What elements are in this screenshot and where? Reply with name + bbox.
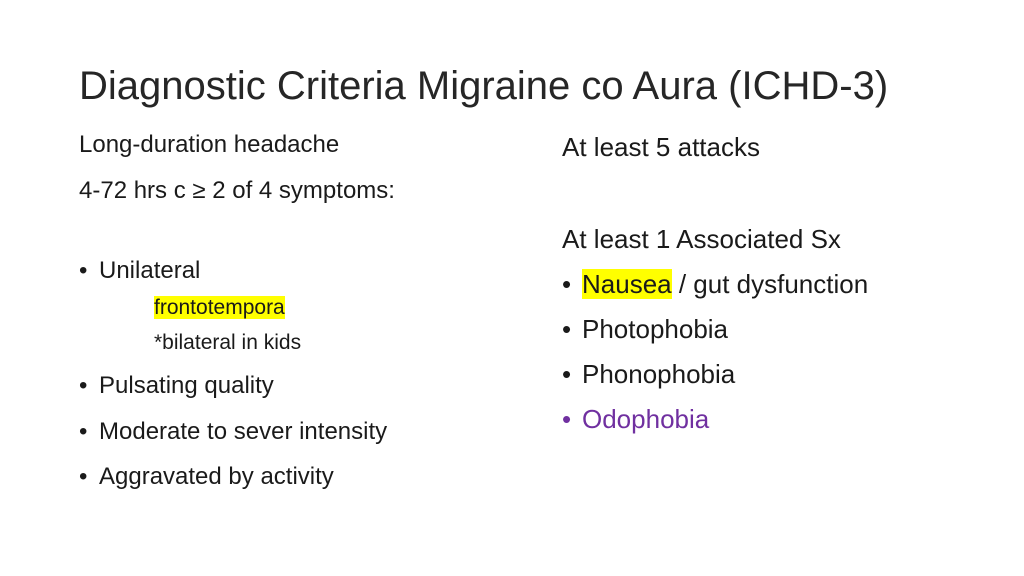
bullet-icon: •: [79, 463, 88, 490]
right-heading-attacks: At least 5 attacks: [562, 132, 760, 162]
slide-title: Diagnostic Criteria Migraine co Aura (ICHD-3): [79, 64, 889, 108]
sub-item-frontotempora: [154, 294, 285, 322]
list-item-intensity: [79, 415, 387, 449]
list-item-label: Phonophobia: [582, 359, 736, 389]
left-heading-symptoms: 4-72 hrs c ≥ 2 of 4 symptoms:: [79, 177, 395, 204]
list-item-label: Odophobia: [582, 404, 710, 434]
bullet-icon: •: [79, 372, 88, 399]
bullet-icon: •: [562, 269, 572, 299]
list-item-label: Photophobia: [582, 314, 729, 344]
list-item-label: Moderate to sever intensity: [99, 418, 388, 445]
bullet-icon: •: [562, 359, 572, 389]
list-item-unilateral: [79, 254, 200, 288]
list-item-label: Pulsating quality: [99, 372, 274, 399]
bullet-icon: •: [79, 418, 88, 445]
list-item-label: Unilateral: [99, 257, 201, 284]
list-item-phonophobia: [562, 357, 735, 391]
list-item-photophobia: [562, 312, 728, 346]
bullet-icon: •: [562, 314, 572, 344]
list-item-activity: [79, 460, 334, 494]
left-heading-duration: Long-duration headache: [79, 131, 340, 158]
right-heading-associated: At least 1 Associated Sx: [562, 224, 841, 254]
list-item-label: / gut dysfunction: [671, 269, 869, 299]
list-item-nausea: [562, 267, 868, 301]
list-item-pulsating: [79, 369, 274, 403]
list-item-label: Aggravated by activity: [99, 463, 334, 490]
sub-item-bilateral-kids: *bilateral in kids: [154, 331, 302, 354]
highlighted-text: frontotempora: [154, 296, 285, 319]
bullet-icon: •: [79, 257, 88, 284]
highlighted-text: Nausea: [582, 269, 672, 299]
list-item-odophobia: [562, 402, 709, 436]
bullet-icon: •: [562, 404, 572, 434]
